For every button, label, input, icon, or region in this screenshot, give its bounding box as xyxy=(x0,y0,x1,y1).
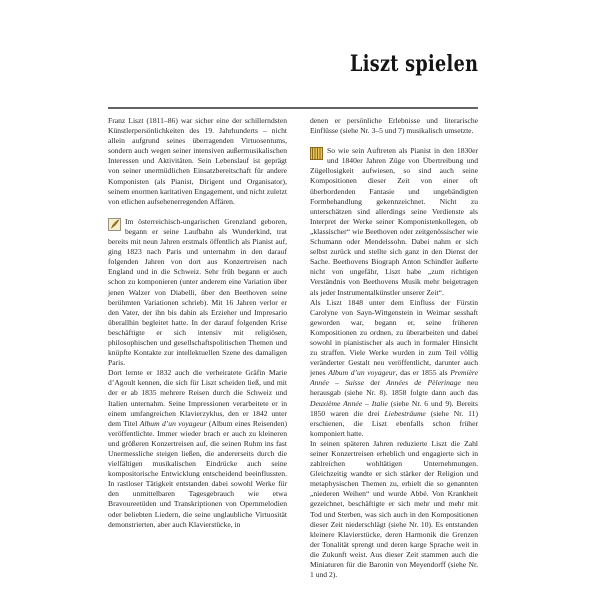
text-run: denen er persönliche Erlebnisse und literarische Einflüsse (siehe Nr. 3–5 und 7) musikalisch umsetzte. xyxy=(310,116,478,136)
text-run: (siehe Nr. 6 und 9). Bereits 1850 waren die drei xyxy=(310,398,478,418)
column-right xyxy=(310,116,478,580)
paragraph xyxy=(108,116,287,207)
text-run: (Album eines Reisenden) veröffentlichte. Immer wieder brach er auch zu kleineren und größeren Konzertreisen auf, die seinen Ruhm ins fast Unermessliche steigen ließen, die andererseits durch die vielfältigen musikalischen Eindrücke auch seine kompositorische Entwicklung entscheidend beeinflussten. In rastloser Tätigkeit entstanden dabei sowohl Werke für den unmittelbaren Tagesgebrauch wie etwa Bravoureetüden und Transkriptionen von Opernmelodien oder beliebten Liedern, die seine unglaubliche Virtuosität demonstrierten, aber auch Klavierstücke, in xyxy=(108,418,287,529)
text-run: In seinen späteren Jahren reduzierte Liszt die Zahl seiner Konzertreisen erheblich und engagierte sich in zahlreichen wohltätigen Unternehmungen. Gleichzeitig wandte er sich stärker der Religion und metaphysischen Themen zu, erhielt die so genannten „niederen Weihen“ und wurde Abbé. Von Krankheit gezeichnet, beschäftigte er sich mehr und mehr mit Tod und Sterben, was sich auch in den Kompositionen dieser Zeit niederschlägt (siehe Nr. 10). Es entstanden kleinere Klavierstücke, deren Harmonik die Grenzen der Tonalität sprengt und deren karge Sprache weit in die Zukunft weist. Aus dieser Zeit stammen auch die Miniaturen für die Baronin von Meyendorff (siehe Nr. 1 und 2). xyxy=(310,438,478,580)
column-left xyxy=(108,116,287,580)
text-run: der xyxy=(364,378,387,388)
article-columns xyxy=(108,116,478,580)
paragraph xyxy=(108,217,287,368)
quill-icon xyxy=(108,218,121,231)
work-title: Deuxième Année – Italie xyxy=(310,398,388,408)
text-run: Im österreichisch-ungarischen Grenzland geboren, begann er seine Laufbahn als Wunderkind, trat bereits mit neun Jahren erstmals öffentlich als Pianist auf, ging 1823 nach Paris und unternahm in den darauf folgenden Jahren von dort aus Konzertreisen nach England und in die Schweiz. Sehr früh begann er auch schon zu komponieren (unter anderem eine Variation über jenen Walzer von Diabelli, über den Beethoven seine berühmten Variationen schrieb). Mit 16 Jahren verlor er den Vater, der ihn bis dahin als Erzieher und Impresario überallhin begleitet hatte. In der darauf folgenden Krise beschäftigte er sich intensiv mit religiösen, philosophischen und gesellschaftspolitischen Themen und knüpfte Kontakte zur intellektuellen Szene des damaligen Paris. xyxy=(108,216,287,368)
paragraph xyxy=(310,439,478,580)
page-content xyxy=(108,0,478,580)
work-title: Album d’un voyageur xyxy=(139,418,207,428)
text-run: Dort lernte er 1832 auch die verheiratete Gräfin Marie d’Agoult kennen, die sich für Liszt scheiden ließ, und mit der er ab 1835 mehrere Reisen durch die Schweiz und Italien unternahm. Seine Impressionen verarbeitete er in einem umfangreichen Klavierzyklus, den er 1842 unter dem Titel xyxy=(108,368,287,428)
piano-keys-icon xyxy=(310,147,323,160)
text-run: Franz Liszt (1811–86) war sicher eine der schillerndsten Künstlerpersönlichkeiten des 19. Jahrhunderts – nicht allein aufgrund seines überragenden Virtuosentums, sondern auch wegen seiner intensiven außermusikalischen Interessen und Aktivitäten. Sein Lebenslauf ist geprägt von seiner unermüdlichen Einsatzbereitschaft für andere Komponisten (als Pianist, Dirigent und Organisator), seinem enormen karitativen Engagement, und nicht zuletzt von etlichen aufsehenerregenden Affären. xyxy=(108,116,287,206)
paragraph xyxy=(108,368,287,530)
text-run: (siehe Nr. 11) erschienen, die Liszt ebenfalls schon früher komponiert hatte. xyxy=(310,408,478,438)
page-title-text: Liszt spielen xyxy=(349,51,478,77)
work-title: Album d’un voyageur xyxy=(328,368,396,378)
paragraph xyxy=(310,146,478,297)
text-run: So wie sein Auftreten als Pianist in den 1830er und 1840er Jahren Züge von Übertreibung und Zügellosigkeit aufwiesen, so sind auch seine Kompositionen dieser Zeit von einer oft überbordenden Fantasie und ungebändigten Formbehandlung gekennzeichnet. Nicht zu unterschätzen sind allerdings seine Verdienste als Interpret der Werke seiner Komponistenkollegen, ob „klassischer“ wie Beethoven oder zeitgenössischer wie Schumann oder Mendelssohn. Dabei nahm er sich selbst zurück und stellte sich ganz in den Dienst der Sache. Beethovens Biograph Anton Schindler äußerte nicht von ungefähr, Liszt habe „zum richtigen Verständnis von Beethovens Musik mehr beigetragen als jeder Instrumentalkünstler unserer Zeit“. xyxy=(310,146,478,297)
paragraph xyxy=(310,298,478,439)
title-rule xyxy=(108,107,478,109)
text-run: neu herausgab (siehe Nr. 8). 1858 folgte dann auch das xyxy=(310,378,479,398)
work-title: Première Année – Suisse xyxy=(310,368,478,388)
work-title: Années de Pèlerinage xyxy=(386,378,461,388)
page-title xyxy=(108,52,478,77)
text-run: Als Liszt 1848 unter dem Einfluss der Fürstin Carolyne von Sayn-Wittgenstein in Weimar sesshaft geworden war, begann er, seine früheren Kompositionen zu ordnen, zu überarbeiten und dabei sowohl in pianistischer als auch in formaler Hinsicht zu straffen. Viele Werke wurden in zum Teil völlig veränderter Gestalt neu veröffentlicht, darunter auch jenes xyxy=(310,297,478,378)
work-title: Liebesträume xyxy=(384,408,426,418)
paragraph xyxy=(310,116,478,136)
text-run: , das er 1855 als xyxy=(395,368,451,378)
